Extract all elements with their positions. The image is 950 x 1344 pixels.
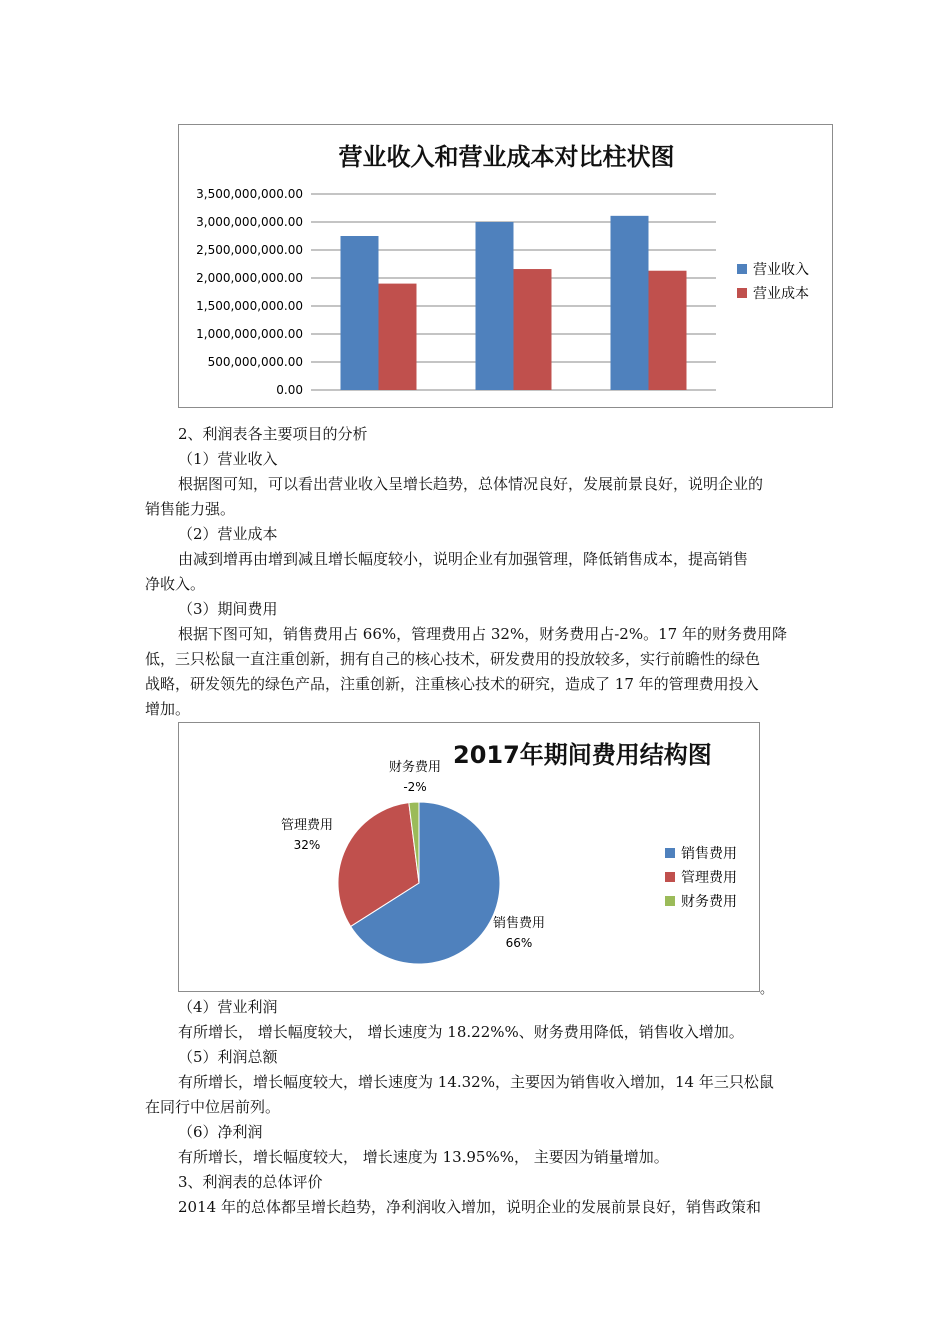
slice-name-label: 管理费用 — [280, 818, 334, 833]
slice-name-label: 销售费用 — [492, 916, 546, 931]
paragraph-expenses-line4: 增加。 — [145, 700, 191, 718]
pie-chart-title: 2017年期间费用结构图 — [453, 741, 712, 769]
pie-chart-frame — [178, 722, 760, 992]
y-tick-label: 0.00 — [276, 383, 303, 397]
paragraph-cost-line2: 净收入。 — [145, 575, 206, 593]
legend-label: 财务费用 — [681, 894, 737, 910]
slice-percent-label: -2% — [403, 780, 427, 794]
paragraph-overall-evaluation: 2014 年的总体都呈增长趋势，净利润收入增加，说明企业的发展前景良好，销售政策和 — [178, 1198, 761, 1216]
legend-swatch — [737, 264, 747, 274]
paragraph-total-profit-line1: 有所增长，增长幅度较大，增长速度为 14.32%，主要因为销售收入增加，14 年三只松鼠 — [178, 1073, 774, 1091]
y-tick-label: 1,000,000,000.00 — [196, 327, 303, 341]
paragraph-total-profit-line2: 在同行中位居前列。 — [145, 1098, 281, 1116]
legend-swatch — [665, 896, 675, 906]
subheading-operating-revenue: （1）营业收入 — [178, 450, 278, 468]
y-tick-label: 2,500,000,000.00 — [196, 243, 303, 257]
slice-name-label: 财务费用 — [388, 760, 442, 775]
paragraph-expenses-line3: 战略，研发领先的绿色产品，注重创新，注重核心技术的研究，造成了 17 年的管理费用投入 — [145, 675, 759, 693]
legend-swatch — [665, 872, 675, 882]
bar-revenue — [341, 236, 379, 390]
subheading-net-profit: （6）净利润 — [178, 1123, 263, 1141]
bar-chart-frame — [178, 124, 833, 408]
paragraph-revenue-line1: 根据图可知，可以看出营业收入呈增长趋势，总体情况良好，发展前景良好，说明企业的 — [178, 475, 764, 493]
paragraph-net-profit: 有所增长，增长幅度较大， 增长速度为 13.95%%， 主要因为销量增加。 — [178, 1148, 669, 1166]
bar-cost — [514, 269, 552, 390]
y-tick-label: 500,000,000.00 — [207, 355, 303, 369]
slice-percent-label: 32% — [293, 838, 321, 852]
paragraph-cost-line1: 由减到增再由增到减且增长幅度较小，说明企业有加强管理，降低销售成本，提高销售 — [178, 550, 749, 568]
subheading-total-profit: （5）利润总额 — [178, 1048, 278, 1066]
legend-label: 管理费用 — [681, 870, 737, 886]
legend-label: 销售费用 — [681, 846, 737, 862]
y-tick-label: 2,000,000,000.00 — [196, 271, 303, 285]
y-tick-label: 1,500,000,000.00 — [196, 299, 303, 313]
section-heading-income-statement-analysis: 2、利润表各主要项目的分析 — [178, 425, 368, 443]
bar-cost — [379, 284, 417, 390]
paragraph-operating-profit: 有所增长， 增长幅度较大， 增长速度为 18.22%%、财务费用降低，销售收入增加。 — [178, 1023, 744, 1041]
section-heading-overall-evaluation: 3、利润表的总体评价 — [178, 1173, 323, 1191]
subheading-period-expenses: （3）期间费用 — [178, 600, 278, 618]
bar-cost — [649, 271, 687, 390]
paragraph-expenses-line2: 低，三只松鼠一直注重创新，拥有自己的核心技术，研发费用的投放较多，实行前瞻性的绿色 — [145, 650, 761, 668]
bar-revenue — [476, 222, 514, 390]
paragraph-revenue-line2: 销售能力强。 — [145, 500, 236, 518]
bar-chart-title: 营业收入和营业成本对比柱状图 — [338, 143, 675, 171]
paragraph-expenses-line1: 根据下图可知，销售费用占 66%，管理费用占 32%，财务费用占-2%。17 年的财务费用降 — [178, 625, 787, 643]
subheading-operating-profit: （4）营业利润 — [178, 998, 278, 1016]
trailing-period-mark: 。 — [760, 982, 774, 997]
pie-chart-svg — [179, 723, 759, 991]
y-tick-label: 3,000,000,000.00 — [196, 215, 303, 229]
legend-label: 营业收入 — [753, 262, 809, 278]
slice-percent-label: 66% — [505, 936, 533, 950]
legend-swatch — [665, 848, 675, 858]
bar-chart-svg — [179, 125, 832, 407]
y-tick-label: 3,500,000,000.00 — [196, 187, 303, 201]
legend-swatch — [737, 288, 747, 298]
subheading-operating-cost: （2）营业成本 — [178, 525, 278, 543]
legend-label: 营业成本 — [753, 286, 809, 302]
bar-revenue — [611, 216, 649, 390]
